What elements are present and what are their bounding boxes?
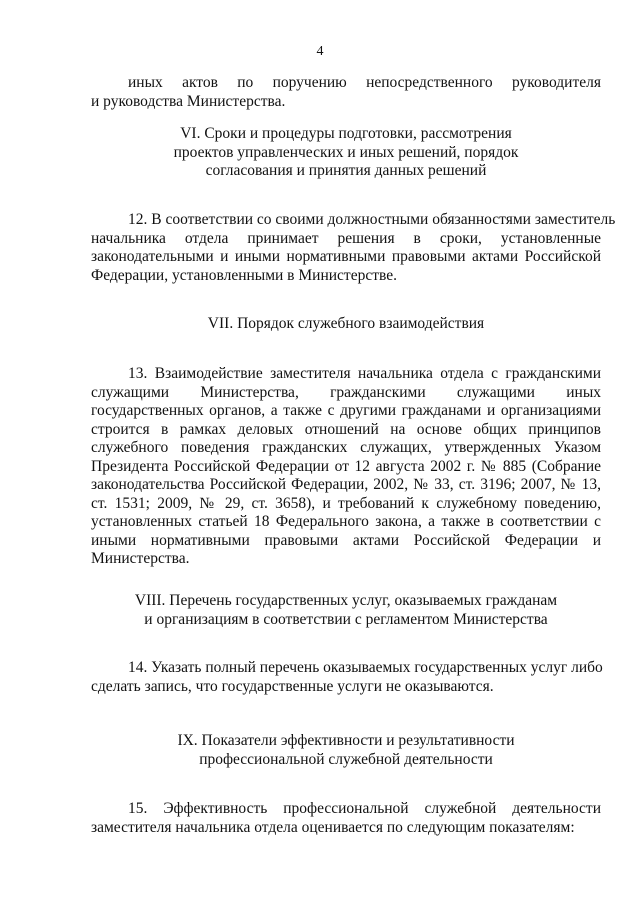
heading-line: и организациям в соответствии с регламентом Министерства (144, 610, 548, 628)
text-line: служебного поведения гражданских служащих, утвержденных Указом (91, 439, 601, 456)
text-line: заместителя начальника отдела оценивается по следующим показателям: (91, 818, 575, 836)
paragraph-12 (91, 211, 616, 285)
text-line: служащими Министерства, гражданскими служащими иных (91, 383, 601, 401)
text-line: иных актов по поручению непосредственного руководителя (128, 74, 601, 91)
text-line: государственных органов, а также с другими гражданами и организациями (91, 402, 601, 419)
text-line: иными нормативными правовыми актами Российской Федерации и (91, 531, 601, 549)
continuation-paragraph (91, 74, 601, 111)
text-line: Федерации, установленными в Министерстве. (91, 266, 397, 284)
heading-line: проектов управленческих и иных решений, порядок (173, 143, 519, 161)
text-line: ст. 1531; 2009, № 29, ст. 3658), и требований к служебному поведению, (91, 494, 601, 512)
text-line: Министерства. (91, 550, 190, 567)
heading-line: VII. Порядок служебного взаимодействия (207, 315, 485, 332)
paragraph-14 (91, 659, 601, 696)
text-line: законодательства Российской Федерации, 2002, № 33, ст. 3196; 2007, № 13, (91, 476, 601, 493)
text-line: 13. Взаимодействие заместителя начальника отдела с гражданскими (128, 365, 601, 382)
section-heading-viii (91, 592, 601, 629)
section-heading-ix (91, 732, 601, 769)
paragraph-13 (91, 365, 601, 569)
text-line: сделать запись, что государственные услуги не оказываются. (91, 677, 494, 695)
text-line: Президента Российской Федерации от 12 августа 2002 г. № 885 (Собрание (91, 457, 601, 475)
page-number: 4 (316, 44, 324, 59)
heading-line: IX. Показатели эффективности и результативности (177, 732, 515, 749)
text-line: начальника отдела принимает решения в сроки, установленные (91, 229, 601, 247)
text-line: строится в рамках деловых отношений на основе общих принципов (91, 420, 601, 438)
text-line: 14. Указать полный перечень оказываемых государственных услуг либо (128, 659, 603, 676)
heading-line: VI. Сроки и процедуры подготовки, рассмотрения (180, 125, 512, 142)
heading-line: VIII. Перечень государственных услуг, оказываемых гражданам (134, 592, 558, 609)
heading-line: согласования и принятия данных решений (205, 162, 487, 179)
text-line: и руководства Министерства. (91, 92, 286, 110)
text-line: установленных статьей 18 Федерального закона, а также в соответствии с (91, 513, 601, 530)
section-heading-vi (91, 125, 601, 181)
text-line: 12. В соответствии со своими должностными обязанностями заместитель (128, 211, 616, 228)
paragraph-15 (91, 800, 601, 837)
heading-line: профессиональной служебной деятельности (199, 750, 493, 768)
text-line: законодательными и иными нормативными правовыми актами Российской (91, 248, 601, 265)
text-line: 15. Эффективность профессиональной служебной деятельности (128, 800, 601, 817)
section-heading-vii (91, 315, 601, 334)
